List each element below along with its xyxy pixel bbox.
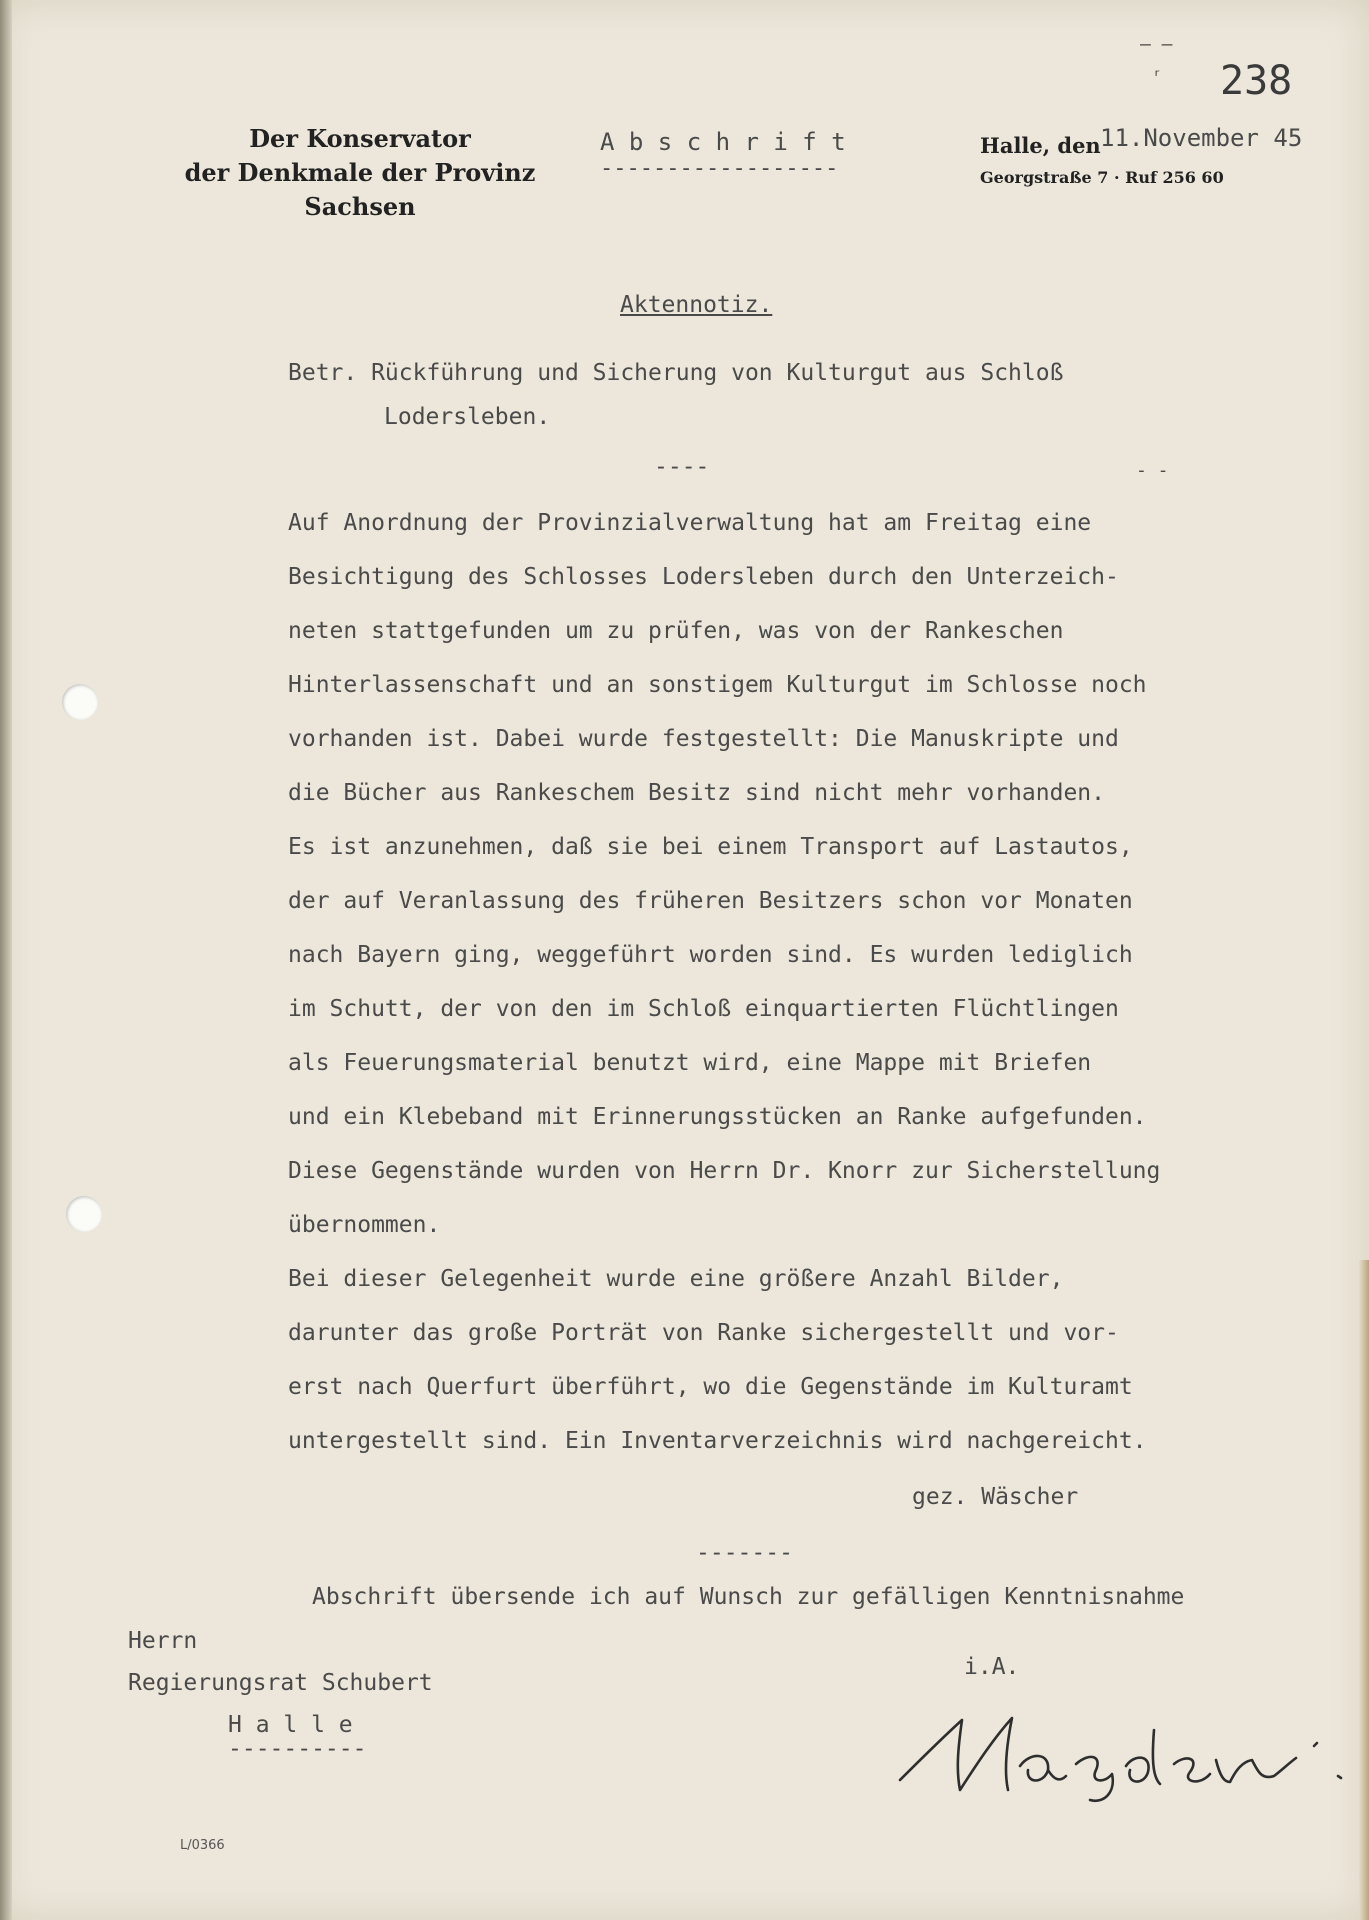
- on-behalf-label: i.A.: [964, 1654, 1020, 1680]
- subject-line-1: Betr. Rückführung und Sicherung von Kulturgut aus Schloß: [288, 360, 1064, 386]
- corner-mark: ʳ: [1152, 66, 1163, 87]
- body-line: untergestellt sind. Ein Inventarverzeichnis wird nachgereicht.: [288, 1428, 1147, 1454]
- typed-signature: gez. Wäscher: [912, 1484, 1079, 1510]
- body-line: als Feuerungsmaterial benutzt wird, eine Mappe mit Briefen: [288, 1050, 1092, 1076]
- page-title: Aktennotiz.: [620, 292, 773, 318]
- body-line: Bei dieser Gelegenheit wurde eine größere Anzahl Bilder,: [288, 1266, 1064, 1292]
- recipient-city-underline: ----------: [228, 1736, 367, 1762]
- page-edge-stain: [1359, 1260, 1369, 1920]
- recipient-city: H a l l e: [228, 1712, 353, 1738]
- page-number-stamp: 238: [1220, 58, 1293, 104]
- body-line: darunter das große Porträt von Ranke sichergestellt und vor-: [288, 1320, 1119, 1346]
- body-line: Auf Anordnung der Provinzialverwaltung hat am Freitag eine: [288, 510, 1092, 536]
- body-line: Diese Gegenstände wurden von Herrn Dr. Knorr zur Sicherstellung: [288, 1158, 1161, 1184]
- body-line: Es ist anzunehmen, daß sie bei einem Transport auf Lastautos,: [288, 834, 1133, 860]
- corner-dashes: — —: [1140, 34, 1173, 55]
- address-line: Georgstraße 7 · Ruf 256 60: [980, 168, 1224, 187]
- body-line: erst nach Querfurt überführt, wo die Gegenstände im Kulturamt: [288, 1374, 1133, 1400]
- body-line: der auf Veranlassung des früheren Besitzers schon vor Monaten: [288, 888, 1133, 914]
- body-line: Hinterlassenschaft und an sonstigem Kulturgut im Schlosse noch: [288, 672, 1147, 698]
- handwritten-signature: [890, 1700, 1350, 1810]
- body-line: die Bücher aus Rankeschem Besitz sind nicht mehr vorhanden.: [288, 780, 1105, 806]
- letterhead-organization: [150, 122, 570, 224]
- archive-number: L/0366: [180, 1838, 225, 1853]
- separator-dashes-right: - -: [1136, 460, 1169, 481]
- separator-dashes-2: -------: [696, 1540, 793, 1566]
- page-edge-shadow: [0, 0, 12, 1920]
- doc-type-underline: ------------------: [600, 156, 839, 181]
- forward-note: Abschrift übersende ich auf Wunsch zur gefälligen Kenntnisnahme: [312, 1584, 1185, 1610]
- recipient-name: Regierungsrat Schubert: [128, 1670, 433, 1696]
- recipient-salutation: Herrn: [128, 1628, 198, 1654]
- punch-hole-bottom: [66, 1196, 102, 1232]
- body-line: und ein Klebeband mit Erinnerungsstücken an Ranke aufgefunden.: [288, 1104, 1147, 1130]
- body-line: nach Bayern ging, weggeführt worden sind. Es wurden lediglich: [288, 942, 1133, 968]
- org-line-1: Der Konservator: [249, 124, 471, 153]
- punch-hole-top: [62, 684, 98, 720]
- body-line: neten stattgefunden um zu prüfen, was von der Rankeschen: [288, 618, 1064, 644]
- body-line: übernommen.: [288, 1212, 441, 1238]
- body-line: im Schutt, der von den im Schloß einquartierten Flüchtlingen: [288, 996, 1119, 1022]
- org-line-2: der Denkmale der Provinz Sachsen: [184, 158, 536, 221]
- place-label: Halle, den: [980, 133, 1101, 158]
- body-line: Besichtigung des Schlosses Lodersleben durch den Unterzeich-: [288, 564, 1119, 590]
- date-value: 11.November 45: [1100, 124, 1303, 152]
- separator-dashes: ----: [654, 454, 710, 480]
- subject-line-2: Lodersleben.: [384, 404, 551, 430]
- body-line: vorhanden ist. Dabei wurde festgestellt: Die Manuskripte und: [288, 726, 1119, 752]
- doc-type-label: A b s c h r i f t: [600, 128, 846, 156]
